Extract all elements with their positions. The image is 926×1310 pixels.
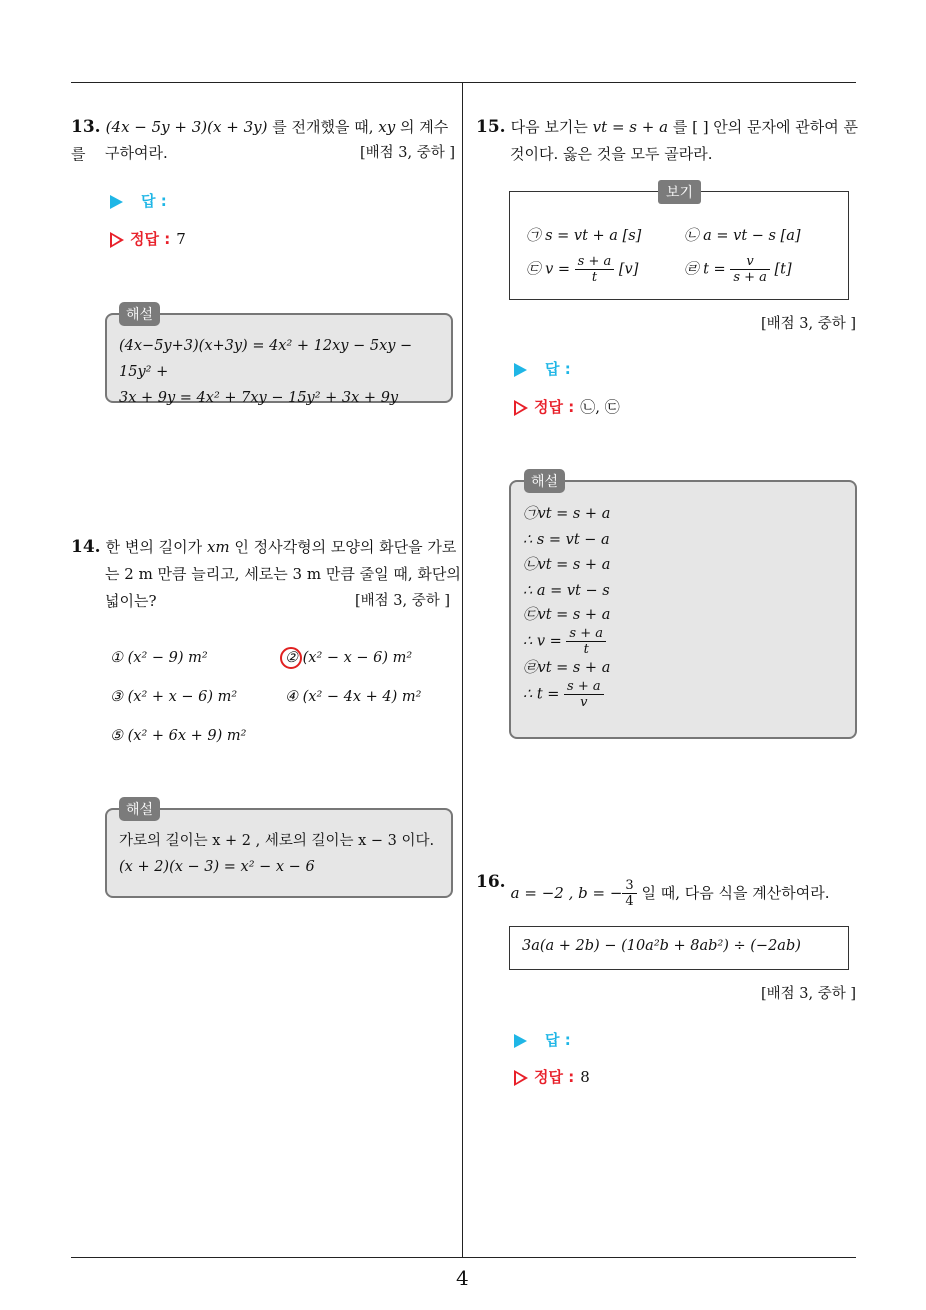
choice-2[interactable]: ② (x² − x − 6) m² [285, 650, 413, 666]
answer-label: 답 : [545, 1031, 571, 1049]
question-text: 를 전개했을 때, [272, 118, 374, 136]
question-14-line3 [105, 588, 450, 615]
column-divider [462, 82, 463, 1258]
fraction: $\frac{v}{s + a}$ [730, 254, 770, 285]
question-text: 다음 보기는 [510, 118, 588, 136]
explanation-line: (x + 2)(x − 3) = x² − x − 6 [119, 859, 315, 875]
solution-row [110, 228, 186, 249]
explanation-line: ∴ a = vt − s [523, 582, 610, 599]
choice-5[interactable]: ⑤ (x² + 6x + 9) m² [110, 728, 247, 744]
question-number: 14. [71, 537, 101, 557]
solution-value: 8 [580, 1068, 590, 1086]
fraction: $\frac{s + a}{t}$ [566, 626, 606, 657]
question-variable: xm [206, 538, 230, 556]
explanation-box [105, 313, 453, 406]
page-number: 4 [456, 1266, 469, 1290]
example-tag: 보기 [658, 180, 701, 204]
answer-row[interactable] [110, 190, 167, 211]
question-number: 13. [71, 117, 101, 137]
answer-label: 답 : [141, 192, 167, 210]
explanation-box [509, 480, 857, 739]
outline-arrow-icon [514, 400, 528, 416]
fraction: $\frac{s + a}{t}$ [575, 254, 615, 285]
question-number: 15. [476, 117, 506, 137]
question-text: 의 계수를 [71, 118, 449, 163]
question-number: 16. [476, 872, 506, 892]
solution-label: 정답 : [534, 398, 575, 416]
play-arrow-icon [514, 363, 527, 377]
solution-row [514, 1066, 590, 1087]
bottom-rule [71, 1257, 856, 1258]
question-16 [476, 872, 871, 909]
question-text: 일 때, 다음 식을 계산하여라. [641, 883, 830, 902]
question-expression: (4x − 5y + 3)(x + 3y) [105, 118, 268, 136]
explanation-line: 3x + 9y = 4x² + 7xy − 15y² + 3x + 9y [119, 390, 399, 406]
question-text: 인 정사각형의 모양의 화단을 가로 [234, 538, 457, 556]
explanation-box [105, 808, 453, 898]
score-label: [배점 3, 중하 ] [760, 986, 856, 1002]
example-item-c: ㉢ v = $\frac{s + a}{t}$ [v] [526, 254, 639, 285]
explanation-line: ㉣vt = s + a [523, 660, 611, 676]
explanation-tag: 해설 [119, 302, 160, 326]
question-15 [476, 114, 871, 141]
outline-arrow-icon [110, 232, 124, 248]
expression-box [509, 926, 849, 970]
solution-value: 7 [176, 230, 186, 248]
answer-row[interactable] [514, 1029, 571, 1050]
explanation-line: ㉡vt = s + a [523, 557, 611, 573]
solution-value: ㉡, ㉢ [580, 398, 620, 416]
choice-1[interactable]: ① (x² − 9) m² [110, 650, 208, 666]
example-item-a: ㉠ s = vt + a [s] [526, 228, 642, 244]
example-item-d: ㉣ t = $\frac{v}{s + a}$ [t] [684, 254, 792, 285]
question-text: 한 변의 길이가 [105, 538, 203, 556]
solution-label: 정답 : [130, 230, 171, 248]
solution-row [514, 396, 620, 417]
play-arrow-icon [514, 1034, 527, 1048]
explanation-tag: 해설 [524, 469, 565, 493]
fraction: $\frac{s + a}{v}$ [564, 679, 604, 710]
question-14-line2: 는 2 m 만큼 늘리고, 세로는 3 m 만큼 줄일 때, 화단의 [105, 565, 461, 583]
explanation-line: ∴ t = $\frac{s + a}{v}$ [523, 679, 843, 710]
example-item-b: ㉡ a = vt − s [a] [684, 228, 801, 244]
choice-4[interactable]: ④ (x² − 4x + 4) m² [285, 689, 422, 705]
question-text: 넓이는? [105, 592, 157, 610]
example-box [509, 191, 849, 300]
explanation-line: ∴ v = $\frac{s + a}{t}$ [523, 626, 843, 657]
question-14 [71, 534, 461, 561]
explanation-line: ㉠vt = s + a [523, 506, 611, 522]
explanation-line: ∴ s = vt − a [523, 531, 610, 548]
choice-3[interactable]: ③ (x² + x − 6) m² [110, 689, 238, 705]
score-label: [배점 3, 중하 ] [760, 316, 856, 332]
question-13-line2 [105, 140, 455, 167]
explanation-tag: 해설 [119, 797, 160, 821]
question-15-line2: 것이다. 옳은 것을 모두 골라라. [510, 145, 713, 163]
top-rule [71, 82, 856, 83]
expression: 3a(a + 2b) − (10a²b + 8ab²) ÷ (−2ab) [522, 938, 801, 954]
explanation-line: (4x−5y+3)(x+3y) = 4x² + 12xy − 5xy − 15y² + [119, 338, 413, 380]
question-variable: xy [378, 118, 396, 136]
fraction: $\frac{3}{4}$ [622, 878, 636, 909]
explanation-line: 가로의 길이는 x + 2 , 세로의 길이는 x − 3 이다. [119, 833, 435, 849]
explanation-line: ㉢vt = s + a [523, 607, 611, 623]
answer-label: 답 : [545, 360, 571, 378]
solution-label: 정답 : [534, 1068, 575, 1086]
outline-arrow-icon [514, 1070, 528, 1086]
score-label: [배점 3, 중하 ] [359, 145, 455, 161]
play-arrow-icon [110, 195, 123, 209]
score-label: [배점 3, 중하 ] [354, 593, 450, 609]
question-condition: a = −2 , b = − [510, 883, 623, 902]
question-text: 구하여라. [105, 144, 168, 162]
question-text: 를 [ ] 안의 문자에 관하여 푼 [672, 118, 859, 136]
answer-row[interactable] [514, 358, 571, 379]
selected-choice-mark [280, 647, 302, 669]
question-equation: vt = s + a [592, 118, 669, 136]
